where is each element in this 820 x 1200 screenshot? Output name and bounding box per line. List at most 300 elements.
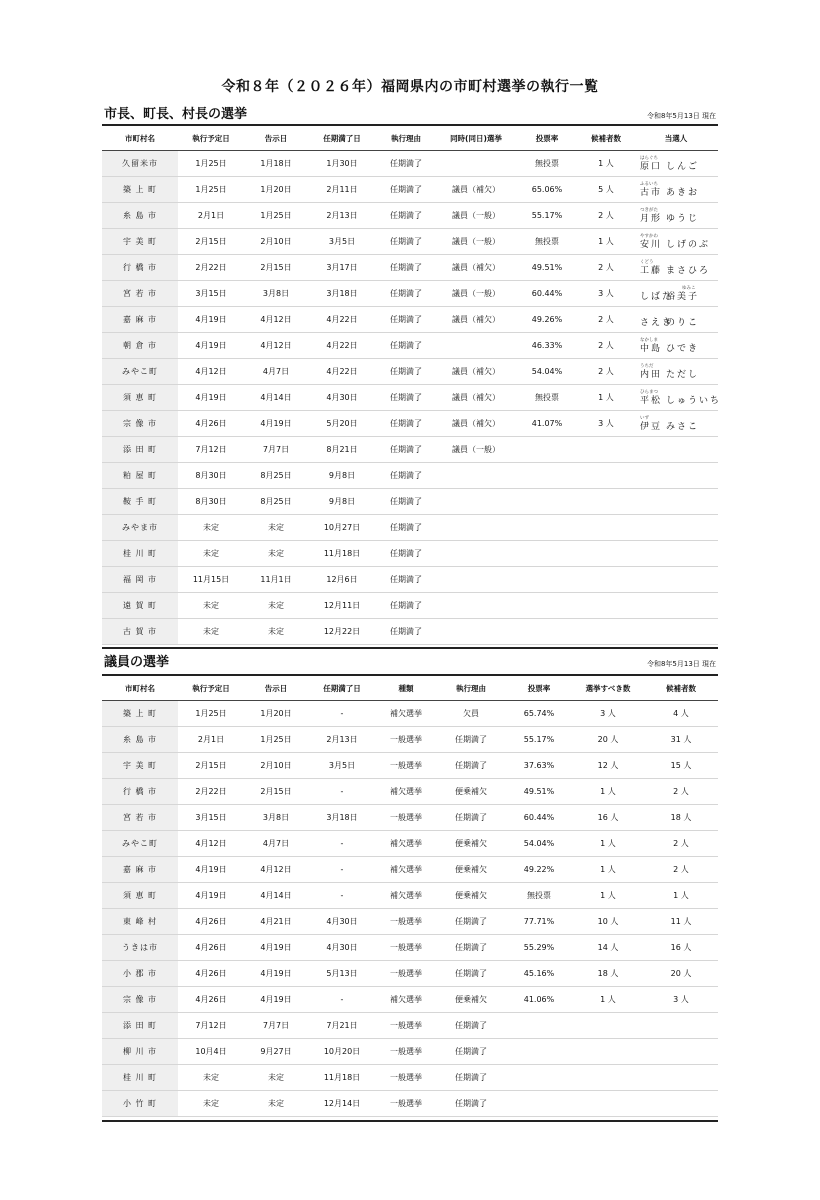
- council-cell: 無投票: [506, 883, 572, 909]
- winner-given-name: [666, 214, 722, 224]
- council-table-row: [102, 779, 718, 805]
- winner-family-name: [640, 291, 674, 302]
- winner-family-name: [640, 181, 666, 198]
- mayor-cell: [516, 515, 578, 541]
- council-as-of-date: 令和8年5月13日 現在: [646, 660, 716, 668]
- mayor-cell: 未定: [244, 515, 308, 541]
- mayor-cell: 54.04%: [516, 359, 578, 385]
- mayor-cell: 8月25日: [244, 463, 308, 489]
- family-name-text: 原口: [640, 161, 663, 172]
- winner-given-name: [666, 285, 722, 302]
- council-cell: 4月19日: [244, 935, 308, 961]
- mayor-section-title: 市長、町長、村長の選挙: [104, 107, 248, 122]
- mayor-cell: 任期満了: [376, 593, 436, 619]
- mayor-cell: 2月10日: [244, 229, 308, 255]
- mayor-cell: [436, 619, 516, 645]
- council-cell: 任期満了: [436, 1065, 506, 1091]
- council-cell: 7月12日: [178, 1013, 244, 1039]
- mayor-column-header: 候補者数: [578, 126, 634, 151]
- council-cell: 1 人: [644, 883, 718, 909]
- family-name-ruby: いず: [640, 415, 649, 421]
- family-name-text: 工藤: [640, 265, 663, 276]
- winner-cell: [634, 515, 718, 541]
- mayor-cell: 任期満了: [376, 203, 436, 229]
- winner-family-name: [640, 317, 674, 328]
- mayor-cell: 任期満了: [376, 177, 436, 203]
- mayor-cell: 12月6日: [308, 567, 376, 593]
- municipality-cell: 築 上 町: [102, 177, 178, 203]
- municipality-cell: 宮 若 市: [102, 805, 178, 831]
- family-name-text: 伊豆: [640, 421, 663, 432]
- municipality-cell: 宗 像 市: [102, 987, 178, 1013]
- council-column-header: 種類: [376, 676, 436, 701]
- council-cell: 一般選挙: [376, 1013, 436, 1039]
- mayor-cell: 2月11日: [308, 177, 376, 203]
- mayor-cell: 2 人: [578, 359, 634, 385]
- council-cell: 便乗補欠: [436, 857, 506, 883]
- mayor-cell: 任期満了: [376, 307, 436, 333]
- council-cell: 41.06%: [506, 987, 572, 1013]
- mayor-cell: 1 人: [578, 385, 634, 411]
- council-cell: [644, 1065, 718, 1091]
- municipality-cell: みやこ町: [102, 831, 178, 857]
- mayor-cell: [516, 489, 578, 515]
- mayor-cell: 46.33%: [516, 333, 578, 359]
- mayor-cell: 任期満了: [376, 385, 436, 411]
- municipality-cell: 宇 美 町: [102, 229, 178, 255]
- winner-given-name: [666, 344, 722, 354]
- family-name-text: 古市: [640, 187, 663, 198]
- mayor-table-row: [102, 255, 718, 281]
- mayor-cell: 未定: [178, 619, 244, 645]
- council-table-row: [102, 831, 718, 857]
- council-cell: 補欠選挙: [376, 883, 436, 909]
- mayor-cell: 11月15日: [178, 567, 244, 593]
- council-cell: 10月4日: [178, 1039, 244, 1065]
- mayor-cell: [436, 541, 516, 567]
- council-cell: 16 人: [572, 805, 644, 831]
- municipality-cell: 小 竹 町: [102, 1091, 178, 1117]
- mayor-cell: 3月17日: [308, 255, 376, 281]
- winner-name: [640, 259, 724, 276]
- council-cell: 任期満了: [436, 805, 506, 831]
- mayor-cell: 3 人: [578, 281, 634, 307]
- winner-family-name: [640, 363, 666, 380]
- council-cell: 未定: [244, 1065, 308, 1091]
- mayor-table-header: [102, 126, 718, 151]
- given-name-text: ゆうじ: [666, 213, 700, 224]
- given-name-text: ひでき: [666, 343, 700, 354]
- mayor-cell: 4月7日: [244, 359, 308, 385]
- council-cell: 便乗補欠: [436, 779, 506, 805]
- municipality-cell: 嘉 麻 市: [102, 857, 178, 883]
- mayor-table-row: [102, 359, 718, 385]
- mayor-cell: [516, 463, 578, 489]
- mayor-table-row: [102, 229, 718, 255]
- council-cell: 11月18日: [308, 1065, 376, 1091]
- winner-given-name: [666, 422, 722, 432]
- mayor-cell: 未定: [178, 541, 244, 567]
- council-cell: 補欠選挙: [376, 987, 436, 1013]
- council-table-row: [102, 1039, 718, 1065]
- mayor-cell: 1月25日: [178, 177, 244, 203]
- mayor-cell: 12月22日: [308, 619, 376, 645]
- winner-cell: [634, 541, 718, 567]
- winner-cell: [634, 307, 718, 333]
- council-cell: 1 人: [572, 857, 644, 883]
- mayor-cell: 65.06%: [516, 177, 578, 203]
- council-cell: 2月10日: [244, 753, 308, 779]
- council-cell: 11 人: [644, 909, 718, 935]
- council-cell: 65.74%: [506, 701, 572, 727]
- council-cell: 10月20日: [308, 1039, 376, 1065]
- council-cell: 便乗補欠: [436, 987, 506, 1013]
- council-cell: 欠員: [436, 701, 506, 727]
- council-cell: [644, 1013, 718, 1039]
- council-cell: 3月8日: [244, 805, 308, 831]
- council-cell: 4月19日: [178, 883, 244, 909]
- winner-cell: [634, 281, 718, 307]
- council-cell: 18 人: [572, 961, 644, 987]
- mayor-cell: [516, 619, 578, 645]
- council-cell: 2月22日: [178, 779, 244, 805]
- council-cell: 任期満了: [436, 935, 506, 961]
- family-name-text: 安川: [640, 239, 663, 250]
- mayor-cell: [516, 567, 578, 593]
- council-cell: 12月14日: [308, 1091, 376, 1117]
- council-cell: 任期満了: [436, 1039, 506, 1065]
- mayor-cell: [436, 515, 516, 541]
- winner-name: [640, 363, 724, 380]
- council-cell: 補欠選挙: [376, 831, 436, 857]
- mayor-cell: 8月25日: [244, 489, 308, 515]
- mayor-cell: 4月19日: [178, 385, 244, 411]
- winner-cell: [634, 359, 718, 385]
- winner-family-name: [640, 389, 666, 406]
- winner-family-name: [640, 259, 666, 276]
- municipality-cell: みやま市: [102, 515, 178, 541]
- council-table-row: [102, 1065, 718, 1091]
- mayor-cell: 任期満了: [376, 489, 436, 515]
- council-cell: 1 人: [572, 831, 644, 857]
- winner-name: [640, 155, 724, 172]
- council-cell: 4月12日: [178, 831, 244, 857]
- council-cell: 10 人: [572, 909, 644, 935]
- mayor-cell: 4月12日: [244, 333, 308, 359]
- mayor-cell: 49.26%: [516, 307, 578, 333]
- winner-family-name: [640, 233, 666, 250]
- council-cell: 55.29%: [506, 935, 572, 961]
- winner-cell: [634, 255, 718, 281]
- mayor-cell: 議員（補欠）: [436, 307, 516, 333]
- mayor-table-row: [102, 515, 718, 541]
- family-name-ruby: ひらまつ: [640, 389, 658, 395]
- council-cell: 4月21日: [244, 909, 308, 935]
- mayor-cell: 未定: [178, 593, 244, 619]
- mayor-cell: 議員（補欠）: [436, 359, 516, 385]
- municipality-cell: 遠 賀 町: [102, 593, 178, 619]
- given-name-text: ただし: [666, 369, 700, 380]
- council-cell: 2月15日: [244, 779, 308, 805]
- mayor-cell: 無投票: [516, 151, 578, 177]
- council-cell: 49.51%: [506, 779, 572, 805]
- mayor-table-row: [102, 177, 718, 203]
- winner-given-name: [666, 240, 722, 250]
- council-table-header: [102, 676, 718, 701]
- mayor-cell: 1月25日: [178, 151, 244, 177]
- mayor-cell: 8月30日: [178, 489, 244, 515]
- council-cell: 4月26日: [178, 935, 244, 961]
- winner-cell: [634, 619, 718, 645]
- mayor-cell: 2月1日: [178, 203, 244, 229]
- mayor-cell: [436, 593, 516, 619]
- council-cell: [506, 1091, 572, 1117]
- family-name-text: しばた: [640, 291, 674, 302]
- council-cell: 任期満了: [436, 1091, 506, 1117]
- council-cell: 4 人: [644, 701, 718, 727]
- mayor-cell: 議員（一般）: [436, 437, 516, 463]
- mayor-cell: 4月26日: [178, 411, 244, 437]
- family-name-ruby: うちだ: [640, 363, 654, 369]
- municipality-cell: 桂 川 町: [102, 541, 178, 567]
- mayor-cell: 議員（一般）: [436, 203, 516, 229]
- family-name-text: 平松: [640, 395, 663, 406]
- council-table-row: [102, 857, 718, 883]
- mayor-cell: 1月30日: [308, 151, 376, 177]
- winner-name: [640, 389, 724, 406]
- council-cell: 4月26日: [178, 909, 244, 935]
- mayor-cell: 2 人: [578, 203, 634, 229]
- winner-name: [640, 285, 724, 302]
- winner-name: [640, 337, 724, 354]
- page-bottom-rule: [102, 1120, 718, 1122]
- council-cell: 4月19日: [178, 857, 244, 883]
- council-cell: 1月25日: [244, 727, 308, 753]
- council-cell: 3月18日: [308, 805, 376, 831]
- council-cell: 3 人: [644, 987, 718, 1013]
- mayor-cell: 1月20日: [244, 177, 308, 203]
- mayor-table-row: [102, 567, 718, 593]
- council-cell: -: [308, 831, 376, 857]
- mayor-cell: 議員（一般）: [436, 281, 516, 307]
- given-name-text: 裕美子: [666, 291, 700, 302]
- council-cell: 4月19日: [244, 961, 308, 987]
- mayor-cell: 3月8日: [244, 281, 308, 307]
- council-cell: 2月13日: [308, 727, 376, 753]
- mayor-cell: 任期満了: [376, 229, 436, 255]
- mayor-cell: [436, 151, 516, 177]
- mayor-cell: 2 人: [578, 255, 634, 281]
- mayor-cell: 3月5日: [308, 229, 376, 255]
- mayor-cell: [516, 593, 578, 619]
- council-cell: 2 人: [644, 779, 718, 805]
- mayor-table-row: [102, 333, 718, 359]
- mayor-cell: 8月30日: [178, 463, 244, 489]
- mayor-cell: 4月19日: [244, 411, 308, 437]
- mayor-column-header: 執行理由: [376, 126, 436, 151]
- winner-name: [640, 318, 724, 328]
- mayor-cell: 3 人: [578, 411, 634, 437]
- council-cell: 14 人: [572, 935, 644, 961]
- council-column-header: 投票率: [506, 676, 572, 701]
- municipality-cell: 添 田 町: [102, 1013, 178, 1039]
- council-cell: 4月19日: [244, 987, 308, 1013]
- mayor-cell: 5 人: [578, 177, 634, 203]
- council-cell: 一般選挙: [376, 1091, 436, 1117]
- council-cell: -: [308, 987, 376, 1013]
- council-cell: 一般選挙: [376, 753, 436, 779]
- mayor-cell: 11月1日: [244, 567, 308, 593]
- mayor-column-header: 当選人: [634, 126, 718, 151]
- mayor-cell: 任期満了: [376, 281, 436, 307]
- mayor-cell: 49.51%: [516, 255, 578, 281]
- mayor-table-row: [102, 619, 718, 645]
- council-column-header: 候補者数: [644, 676, 718, 701]
- municipality-cell: 朝 倉 市: [102, 333, 178, 359]
- winner-cell: [634, 177, 718, 203]
- council-cell: -: [308, 779, 376, 805]
- council-cell: 2月1日: [178, 727, 244, 753]
- mayor-cell: 議員（補欠）: [436, 411, 516, 437]
- mayor-cell: 未定: [244, 619, 308, 645]
- mayor-cell: 55.17%: [516, 203, 578, 229]
- council-cell: 60.44%: [506, 805, 572, 831]
- mayor-cell: 8月21日: [308, 437, 376, 463]
- municipality-cell: 嘉 麻 市: [102, 307, 178, 333]
- winner-name: [640, 415, 724, 432]
- mayor-cell: [436, 333, 516, 359]
- municipality-cell: 行 橋 市: [102, 779, 178, 805]
- council-cell: 補欠選挙: [376, 779, 436, 805]
- council-table-row: [102, 753, 718, 779]
- mayor-cell: 議員（補欠）: [436, 177, 516, 203]
- council-cell: 一般選挙: [376, 935, 436, 961]
- council-cell: 7月7日: [244, 1013, 308, 1039]
- council-cell: 未定: [178, 1065, 244, 1091]
- mayor-cell: 任期満了: [376, 411, 436, 437]
- mayor-table-row: [102, 541, 718, 567]
- winner-given-name: [666, 370, 722, 380]
- winner-cell: [634, 203, 718, 229]
- municipality-cell: 久留米市: [102, 151, 178, 177]
- given-name-text: まさひろ: [666, 265, 711, 276]
- council-cell: [572, 1039, 644, 1065]
- mayor-cell: 任期満了: [376, 359, 436, 385]
- winner-cell: [634, 151, 718, 177]
- council-cell: 1 人: [572, 779, 644, 805]
- municipality-cell: 福 岡 市: [102, 567, 178, 593]
- mayor-cell: 11月18日: [308, 541, 376, 567]
- mayor-table-row: [102, 281, 718, 307]
- council-cell: 補欠選挙: [376, 857, 436, 883]
- council-cell: 77.71%: [506, 909, 572, 935]
- family-name-ruby: つきがた: [640, 207, 658, 213]
- council-cell: 3 人: [572, 701, 644, 727]
- mayor-column-header: 任期満了日: [308, 126, 376, 151]
- mayor-cell: 1月18日: [244, 151, 308, 177]
- municipality-cell: 糸 島 市: [102, 203, 178, 229]
- family-name-ruby: なかしま: [640, 337, 658, 343]
- mayor-cell: 4月22日: [308, 359, 376, 385]
- municipality-cell: 桂 川 町: [102, 1065, 178, 1091]
- council-column-header: 執行理由: [436, 676, 506, 701]
- council-cell: 45.16%: [506, 961, 572, 987]
- council-cell: 4月26日: [178, 961, 244, 987]
- council-cell: -: [308, 857, 376, 883]
- family-name-ruby: ふるいち: [640, 181, 658, 187]
- mayor-cell: [436, 567, 516, 593]
- page-title: 令和８年（２０２６年）福岡県内の市町村選挙の執行一覧: [221, 79, 599, 95]
- council-cell: 1 人: [572, 883, 644, 909]
- winner-family-name: [640, 415, 666, 432]
- mayor-cell: 7月7日: [244, 437, 308, 463]
- mayor-cell: 4月14日: [244, 385, 308, 411]
- winner-cell: [634, 229, 718, 255]
- winner-cell: [634, 437, 718, 463]
- municipality-cell: 築 上 町: [102, 701, 178, 727]
- winner-given-name: [666, 188, 722, 198]
- given-name-ruby: ゆみこ: [682, 285, 696, 291]
- municipality-cell: 宇 美 町: [102, 753, 178, 779]
- council-cell: 任期満了: [436, 727, 506, 753]
- mayor-cell: [578, 593, 634, 619]
- mayor-cell: [436, 463, 516, 489]
- given-name-text: みさこ: [666, 421, 700, 432]
- council-column-header: 市町村名: [102, 676, 178, 701]
- council-section-title: 議員の選挙: [104, 655, 170, 670]
- council-cell: 37.63%: [506, 753, 572, 779]
- council-table-row: [102, 1091, 718, 1117]
- council-cell: 任期満了: [436, 753, 506, 779]
- mayor-cell: [578, 515, 634, 541]
- mayor-cell: 議員（補欠）: [436, 385, 516, 411]
- family-name-text: 月形: [640, 213, 663, 224]
- council-cell: 任期満了: [436, 961, 506, 987]
- family-name-ruby: はらぐち: [640, 155, 658, 161]
- winner-cell: [634, 385, 722, 411]
- council-cell: 4月12日: [244, 857, 308, 883]
- municipality-cell: 柳 川 市: [102, 1039, 178, 1065]
- council-cell: 2月15日: [178, 753, 244, 779]
- given-name-text: しんご: [666, 161, 700, 172]
- mayor-table-row: [102, 593, 718, 619]
- mayor-cell: 4月22日: [308, 307, 376, 333]
- council-cell: 便乗補欠: [436, 831, 506, 857]
- municipality-cell: 鞍 手 町: [102, 489, 178, 515]
- mayor-cell: 7月12日: [178, 437, 244, 463]
- municipality-cell: 糸 島 市: [102, 727, 178, 753]
- council-cell: 4月7日: [244, 831, 308, 857]
- mayor-cell: 3月18日: [308, 281, 376, 307]
- council-cell: [506, 1065, 572, 1091]
- mayor-cell: 10月27日: [308, 515, 376, 541]
- mayor-cell: 5月20日: [308, 411, 376, 437]
- municipality-cell: みやこ町: [102, 359, 178, 385]
- council-cell: 一般選挙: [376, 1039, 436, 1065]
- council-cell: 1月25日: [178, 701, 244, 727]
- mayor-cell: 4月12日: [178, 359, 244, 385]
- council-cell: 4月30日: [308, 935, 376, 961]
- council-column-header: 任期満了日: [308, 676, 376, 701]
- winner-cell: [634, 593, 718, 619]
- winner-cell: [634, 333, 718, 359]
- council-cell: [644, 1091, 718, 1117]
- mayor-as-of-date: 令和8年5月13日 現在: [646, 112, 716, 120]
- mayor-cell: 任期満了: [376, 541, 436, 567]
- council-cell: -: [308, 701, 376, 727]
- mayor-cell: 2月15日: [178, 229, 244, 255]
- council-table-row: [102, 805, 718, 831]
